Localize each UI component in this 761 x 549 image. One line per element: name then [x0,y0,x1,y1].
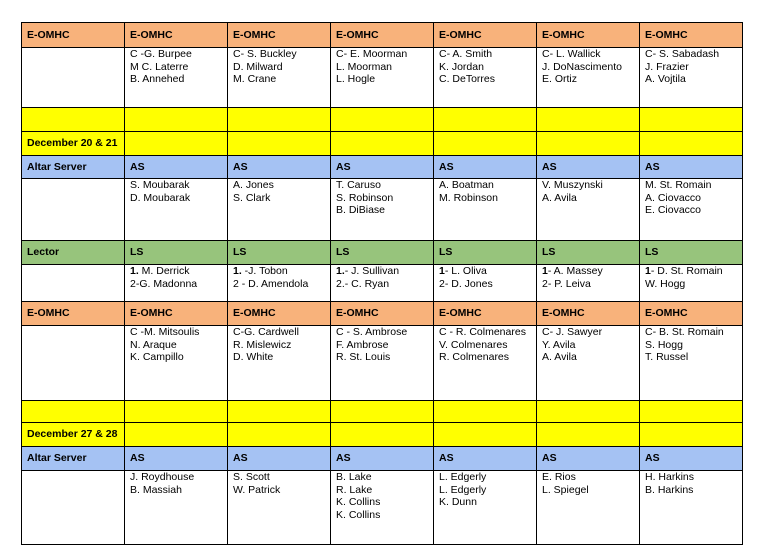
role-header-cell: E-OMHC [125,302,228,326]
assignee-name: C. DeTorres [439,73,496,85]
reader-name: 2- P. Leiva [542,277,591,290]
reader-name: - L. Oliva [444,265,487,277]
assignee-name: K. Campillo [130,351,184,363]
assignment-cell [640,326,743,401]
schedule-row [22,48,743,108]
reading-number: 1 [645,265,651,277]
assignment-cell [434,179,537,241]
assignee-name: M. Crane [233,73,277,85]
empty-cell [22,179,125,241]
role-header-cell: LS [228,241,331,265]
role-header-cell: AS [640,156,743,179]
reading-number: 1 [542,265,548,277]
reader-name: - A. Massey [547,265,603,277]
assignee-name: T. Caruso [336,179,381,191]
assignee-name: L. Moorman [336,60,393,73]
assignee-name: A. Boatman [439,179,494,191]
assignee-name: A. Jones [233,179,274,191]
reading-number: 1. [130,265,139,277]
assignee-name: V. Colmenares [439,338,508,351]
assignee-name: C-G. Cardwell [233,326,299,338]
empty-cell [228,108,331,132]
role-header-cell: E-OMHC [228,23,331,48]
empty-cell [434,108,537,132]
empty-cell [22,326,125,401]
assignee-name: C- A. Smith [439,48,493,60]
reader-name: M. Derrick [138,265,190,277]
empty-cell [331,423,434,447]
role-header-cell: AS [537,156,640,179]
assignee-name [645,265,737,278]
assignee-name [542,278,634,291]
assignment-cell [434,326,537,401]
reader-name: 2-G. Madonna [130,277,198,290]
empty-cell [125,132,228,156]
assignee-name: J. Roydhouse [130,471,195,483]
assignee-name: L. Spiegel [542,483,589,496]
reading-number: 1. [336,265,345,277]
row-label: E-OMHC [22,23,125,48]
schedule-row [22,326,743,401]
assignment-cell [640,179,743,241]
role-header-cell: AS [537,447,640,471]
role-header-cell: AS [125,447,228,471]
assignee-name: C - S. Ambrose [336,326,408,338]
assignee-name: M. Robinson [439,191,498,204]
assignee-name: M C. Laterre [130,60,189,73]
role-header-cell: E-OMHC [228,302,331,326]
assignee-name: Y. Avila [542,338,576,351]
assignee-name [439,278,531,291]
assignee-name: C- L. Wallick [542,48,601,60]
assignee-name: E. Ortiz [542,73,578,85]
assignee-name: K. Collins [336,496,381,508]
empty-cell [640,401,743,423]
empty-cell [434,132,537,156]
reader-name: -J. Tobon [241,265,288,277]
empty-cell [22,108,125,132]
role-header-cell: AS [228,156,331,179]
empty-cell [22,401,125,423]
row-label: Altar Server [22,447,125,471]
empty-cell [434,401,537,423]
schedule-row [22,241,743,265]
assignee-name: T. Russel [645,351,689,363]
assignee-name: S. Moubarak [130,179,190,191]
empty-cell [125,401,228,423]
role-header-cell: AS [125,156,228,179]
role-header-cell: AS [640,447,743,471]
assignee-name: D. Moubarak [130,191,191,204]
assignment-cell [434,48,537,108]
assignee-name: N. Araque [130,338,177,351]
reading-number: 1 [439,265,445,277]
assignee-name: A. Ciovacco [645,191,702,204]
assignee-name: R. Colmenares [439,351,510,363]
schedule-row [22,302,743,326]
assignment-cell [331,265,434,302]
row-label: Altar Server [22,156,125,179]
assignee-name: C -M. Mitsoulis [130,326,200,338]
empty-cell [434,423,537,447]
assignment-cell [640,471,743,545]
assignment-cell [228,326,331,401]
empty-cell [331,132,434,156]
assignment-cell [125,179,228,241]
role-header-cell: E-OMHC [640,23,743,48]
role-header-cell: LS [125,241,228,265]
schedule-row [22,471,743,545]
schedule-row [22,423,743,447]
assignment-cell [125,48,228,108]
assignment-cell [228,48,331,108]
assignee-name [130,278,222,291]
assignee-name: K. Jordan [439,60,484,73]
assignee-name [336,265,428,278]
role-header-cell: E-OMHC [331,23,434,48]
empty-cell [331,401,434,423]
role-header-cell: E-OMHC [434,302,537,326]
reader-name: 2 - D. Amendola [233,277,309,290]
assignee-name: B. Massiah [130,483,182,496]
assignee-name: S. Hogg [645,338,683,351]
assignment-cell [331,471,434,545]
assignee-name [645,278,737,291]
empty-cell [640,108,743,132]
assignment-cell [537,48,640,108]
assignee-name: K. Collins [336,508,381,521]
assignee-name: R. St. Louis [336,351,391,363]
schedule-row [22,23,743,48]
assignment-cell [640,48,743,108]
assignment-cell [228,179,331,241]
reader-name: W. Hogg [645,277,686,290]
date-label: December 20 & 21 [22,132,125,156]
empty-cell [22,265,125,302]
assignee-name: F. Ambrose [336,338,389,351]
assignee-name: W. Patrick [233,483,281,496]
empty-cell [228,132,331,156]
role-header-cell: LS [434,241,537,265]
empty-cell [22,48,125,108]
assignee-name: C- E. Moorman [336,48,408,60]
role-header-cell: LS [331,241,434,265]
assignment-cell [331,48,434,108]
schedule-row [22,447,743,471]
schedule-table [21,22,743,545]
assignment-cell [125,471,228,545]
assignee-name: H. Harkins [645,471,695,483]
role-header-cell: E-OMHC [640,302,743,326]
assignee-name: C- J. Sawyer [542,326,603,338]
empty-cell [125,108,228,132]
empty-cell [537,401,640,423]
assignee-name [130,265,222,278]
reader-name: - D. St. Romain [650,265,723,277]
assignee-name [336,278,428,291]
empty-cell [125,423,228,447]
assignee-name [233,278,325,291]
role-header-cell: E-OMHC [331,302,434,326]
role-header-cell: AS [331,447,434,471]
assignee-name: C -G. Burpee [130,48,192,60]
role-header-cell: AS [434,156,537,179]
empty-cell [228,423,331,447]
role-header-cell: AS [228,447,331,471]
assignee-name: M. St. Romain [645,179,712,191]
assignee-name: A. Avila [542,351,577,363]
assignment-cell [537,326,640,401]
role-header-cell: E-OMHC [537,23,640,48]
assignee-name [233,265,325,278]
assignee-name: E. Ciovacco [645,204,702,216]
assignment-cell [331,326,434,401]
reader-name: - J. Sullivan [344,265,400,277]
empty-cell [537,132,640,156]
role-header-cell: E-OMHC [537,302,640,326]
schedule-row [22,132,743,156]
assignee-name [439,265,531,278]
row-label: Lector [22,241,125,265]
assignee-name: R. Lake [336,483,373,496]
assignment-cell [537,471,640,545]
assignee-name: R. Mislewicz [233,338,292,351]
assignment-cell [125,326,228,401]
assignee-name: L. Edgerly [439,483,487,496]
role-header-cell: LS [537,241,640,265]
empty-cell [537,423,640,447]
assignment-cell [537,179,640,241]
role-header-cell: E-OMHC [434,23,537,48]
empty-cell [228,401,331,423]
assignment-cell [228,265,331,302]
reading-number: 1. [233,265,242,277]
empty-cell [22,471,125,545]
assignment-cell [331,179,434,241]
schedule-row [22,179,743,241]
role-header-cell: E-OMHC [125,23,228,48]
role-header-cell: LS [640,241,743,265]
assignee-name: E. Rios [542,471,576,483]
assignee-name: D. White [233,351,274,363]
assignee-name: K. Dunn [439,496,477,508]
assignee-name: S. Scott [233,471,270,483]
assignee-name: S. Clark [233,191,271,204]
reader-name: 2.- C. Ryan [336,277,390,290]
schedule-row [22,108,743,132]
assignment-cell [434,265,537,302]
schedule-row [22,156,743,179]
assignee-name: A. Avila [542,191,577,204]
assignment-cell [125,265,228,302]
role-header-cell: AS [331,156,434,179]
assignee-name: D. Milward [233,60,283,73]
assignment-cell [537,265,640,302]
assignee-name: B. Lake [336,471,372,483]
empty-cell [640,423,743,447]
date-label: December 27 & 28 [22,423,125,447]
assignee-name [542,265,634,278]
assignee-name: C - R. Colmenares [439,326,526,338]
assignee-name: B. Harkins [645,483,694,496]
assignee-name: J. Frazier [645,60,689,73]
schedule-row [22,401,743,423]
role-header-cell: AS [434,447,537,471]
assignment-cell [228,471,331,545]
assignee-name: C- S. Sabadash [645,48,720,60]
empty-cell [537,108,640,132]
row-label: E-OMHC [22,302,125,326]
assignee-name: A. Vojtila [645,73,686,85]
assignee-name: B. DiBiase [336,204,386,216]
reader-name: 2- D. Jones [439,277,493,290]
assignee-name: V. Muszynski [542,179,603,191]
assignee-name: J. DoNascimento [542,60,622,73]
assignment-cell [434,471,537,545]
assignee-name: L. Hogle [336,73,376,85]
assignee-name: C- B. St. Romain [645,326,724,338]
assignment-cell [640,265,743,302]
assignee-name: C- S. Buckley [233,48,297,60]
assignee-name: L. Edgerly [439,471,487,483]
empty-cell [640,132,743,156]
assignee-name: S. Robinson [336,191,394,204]
schedule-row [22,265,743,302]
assignee-name: B. Annehed [130,73,185,85]
empty-cell [331,108,434,132]
